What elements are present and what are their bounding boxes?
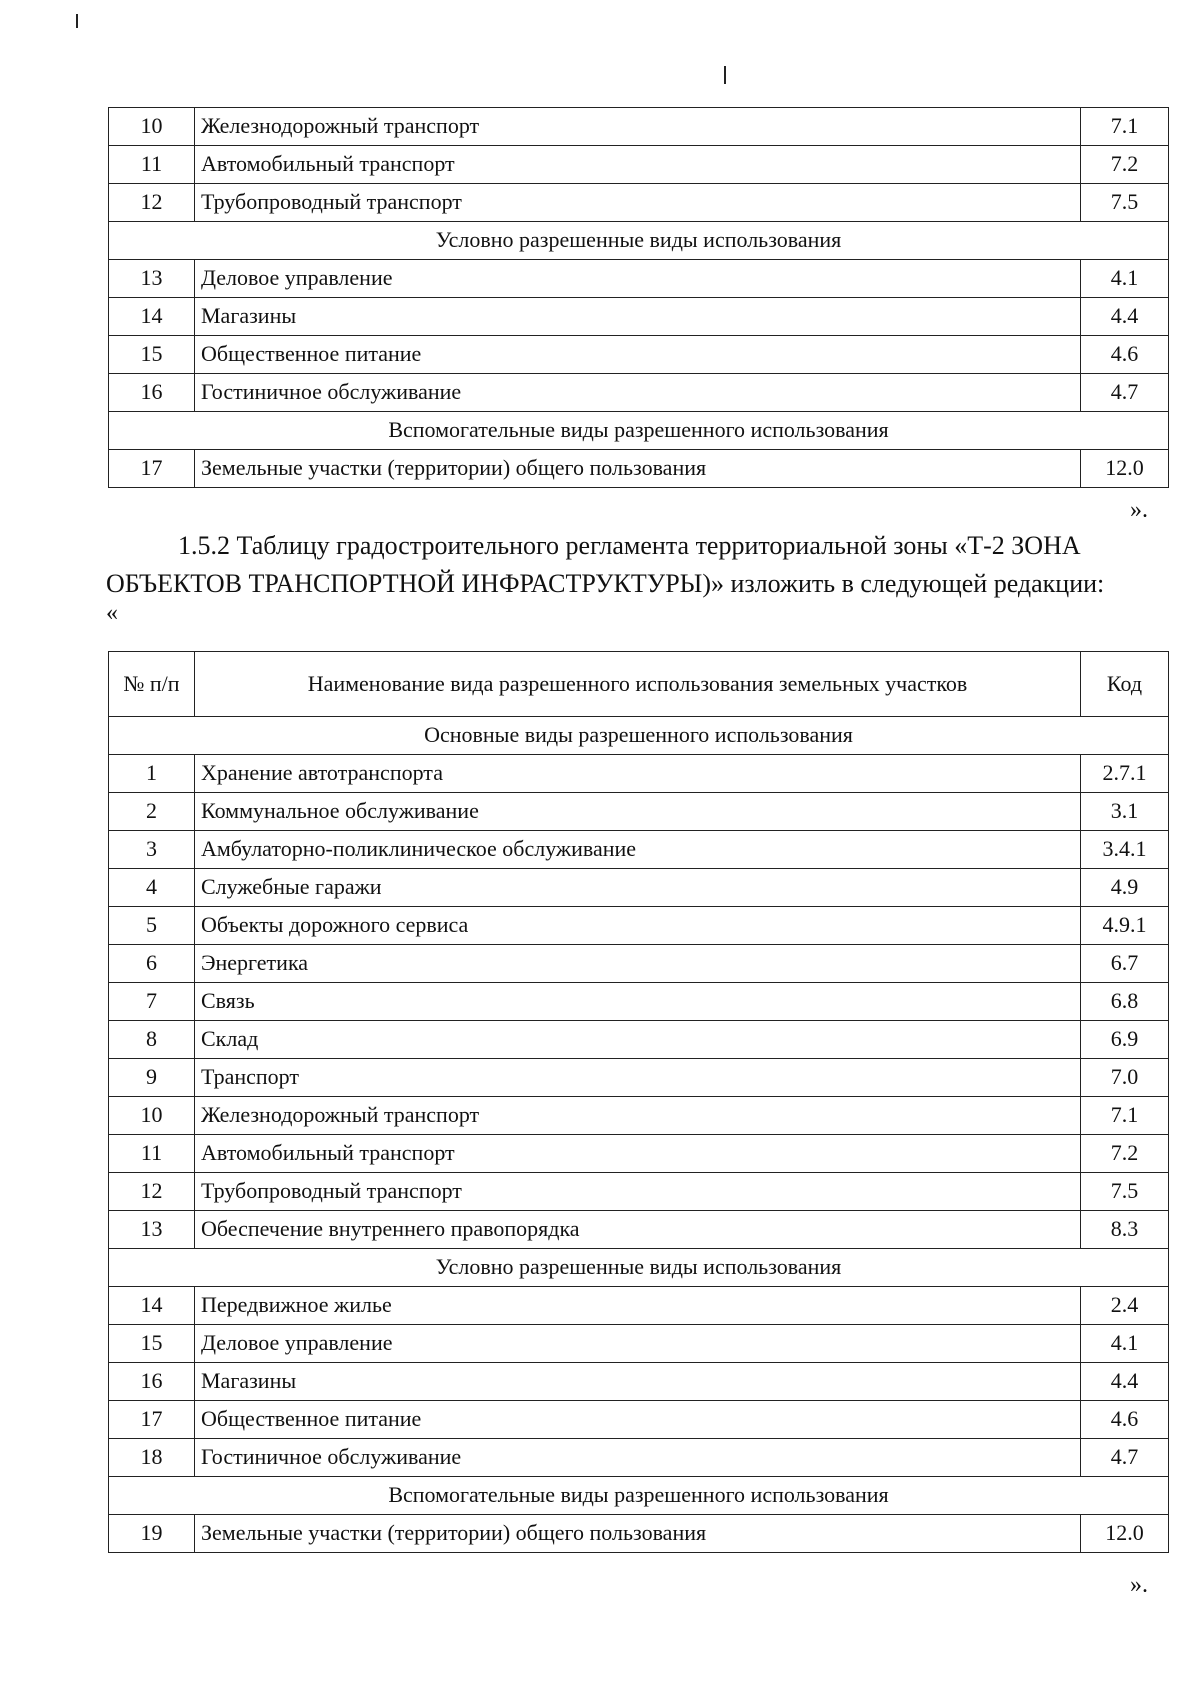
use-type-name: Общественное питание xyxy=(195,1401,1081,1439)
row-number: 19 xyxy=(109,1515,195,1553)
use-code: 4.9 xyxy=(1081,869,1169,907)
table-row xyxy=(109,298,1169,336)
use-code: 4.4 xyxy=(1081,1363,1169,1401)
use-type-name: Гостиничное обслуживание xyxy=(195,374,1081,412)
use-type-name: Амбулаторно-поликлиническое обслуживание xyxy=(195,831,1081,869)
table-row xyxy=(109,831,1169,869)
use-type-name: Энергетика xyxy=(195,945,1081,983)
table-row xyxy=(109,1135,1169,1173)
opening-quote-mark: « xyxy=(106,600,118,626)
use-code: 6.8 xyxy=(1081,983,1169,1021)
row-number: 5 xyxy=(109,907,195,945)
use-code: 2.4 xyxy=(1081,1287,1169,1325)
top-table-body xyxy=(109,108,1169,488)
row-number: 17 xyxy=(109,450,195,488)
table-row xyxy=(109,755,1169,793)
section-heading-row xyxy=(109,222,1169,260)
row-number: 11 xyxy=(109,146,195,184)
row-number: 1 xyxy=(109,755,195,793)
row-number: 15 xyxy=(109,336,195,374)
paragraph-line-1: 1.5.2 Таблицу градостроительного регламента территориальной зоны «Т-2 ЗОНА xyxy=(178,531,1081,560)
row-number: 3 xyxy=(109,831,195,869)
use-code: 6.9 xyxy=(1081,1021,1169,1059)
row-number: 12 xyxy=(109,1173,195,1211)
table-row xyxy=(109,793,1169,831)
table-row xyxy=(109,108,1169,146)
row-number: 13 xyxy=(109,260,195,298)
use-type-name: Магазины xyxy=(195,298,1081,336)
use-type-name: Объекты дорожного сервиса xyxy=(195,907,1081,945)
scan-artifact-mark xyxy=(76,14,78,28)
row-number: 14 xyxy=(109,298,195,336)
use-type-name: Общественное питание xyxy=(195,336,1081,374)
row-number: 16 xyxy=(109,1363,195,1401)
table-row xyxy=(109,945,1169,983)
section-heading: Условно разрешенные виды использования xyxy=(109,222,1169,260)
use-type-name: Связь xyxy=(195,983,1081,1021)
use-type-name: Земельные участки (территории) общего пользования xyxy=(195,450,1081,488)
use-code: 12.0 xyxy=(1081,450,1169,488)
use-code: 8.3 xyxy=(1081,1211,1169,1249)
table-row xyxy=(109,1059,1169,1097)
use-type-name: Железнодорожный транспорт xyxy=(195,1097,1081,1135)
row-number: 2 xyxy=(109,793,195,831)
section-heading: Основные виды разрешенного использования xyxy=(109,717,1169,755)
closing-quote-mark: ». xyxy=(1130,1572,1148,1598)
use-code: 3.1 xyxy=(1081,793,1169,831)
use-code: 4.6 xyxy=(1081,336,1169,374)
use-code: 4.1 xyxy=(1081,260,1169,298)
row-number: 17 xyxy=(109,1401,195,1439)
use-type-name: Деловое управление xyxy=(195,1325,1081,1363)
row-number: 11 xyxy=(109,1135,195,1173)
table-row xyxy=(109,1211,1169,1249)
table-row xyxy=(109,1325,1169,1363)
use-code: 4.1 xyxy=(1081,1325,1169,1363)
table-row xyxy=(109,869,1169,907)
use-code: 7.5 xyxy=(1081,184,1169,222)
use-type-name: Деловое управление xyxy=(195,260,1081,298)
row-number: 10 xyxy=(109,1097,195,1135)
table-row xyxy=(109,1515,1169,1553)
use-code: 4.7 xyxy=(1081,374,1169,412)
use-code: 12.0 xyxy=(1081,1515,1169,1553)
table-row xyxy=(109,1021,1169,1059)
use-type-name: Обеспечение внутреннего правопорядка xyxy=(195,1211,1081,1249)
section-heading-row xyxy=(109,717,1169,755)
use-type-name: Хранение автотранспорта xyxy=(195,755,1081,793)
use-code: 4.9.1 xyxy=(1081,907,1169,945)
table-row xyxy=(109,1439,1169,1477)
use-type-name: Служебные гаражи xyxy=(195,869,1081,907)
header-name: Наименование вида разрешенного использования земельных участков xyxy=(195,652,1081,717)
row-number: 14 xyxy=(109,1287,195,1325)
use-code: 7.1 xyxy=(1081,108,1169,146)
row-number: 9 xyxy=(109,1059,195,1097)
use-code: 4.6 xyxy=(1081,1401,1169,1439)
row-number: 18 xyxy=(109,1439,195,1477)
header-code: Код xyxy=(1081,652,1169,717)
row-number: 13 xyxy=(109,1211,195,1249)
row-number: 10 xyxy=(109,108,195,146)
row-number: 6 xyxy=(109,945,195,983)
table-row xyxy=(109,1363,1169,1401)
use-code: 2.7.1 xyxy=(1081,755,1169,793)
table-row xyxy=(109,1173,1169,1211)
row-number: 16 xyxy=(109,374,195,412)
use-type-name: Магазины xyxy=(195,1363,1081,1401)
table-header-row xyxy=(109,652,1169,717)
closing-quote-mark: ». xyxy=(1130,497,1148,523)
paragraph-line-2: ОБЪЕКТОВ ТРАНСПОРТНОЙ ИНФРАСТРУКТУРЫ)» изложить в следующей редакции: xyxy=(106,569,1105,598)
amendment-paragraph xyxy=(106,527,1168,603)
use-code: 3.4.1 xyxy=(1081,831,1169,869)
table-row xyxy=(109,260,1169,298)
table-row xyxy=(109,146,1169,184)
use-type-name: Трубопроводный транспорт xyxy=(195,184,1081,222)
use-code: 7.1 xyxy=(1081,1097,1169,1135)
section-heading: Вспомогательные виды разрешенного использования xyxy=(109,412,1169,450)
use-type-name: Автомобильный транспорт xyxy=(195,1135,1081,1173)
use-code: 4.4 xyxy=(1081,298,1169,336)
table-row xyxy=(109,983,1169,1021)
main-table-body xyxy=(109,652,1169,1553)
top-regulation-table xyxy=(108,107,1169,488)
use-type-name: Коммунальное обслуживание xyxy=(195,793,1081,831)
table-row xyxy=(109,1287,1169,1325)
use-code: 4.7 xyxy=(1081,1439,1169,1477)
table-row xyxy=(109,336,1169,374)
use-code: 7.5 xyxy=(1081,1173,1169,1211)
use-type-name: Земельные участки (территории) общего пользования xyxy=(195,1515,1081,1553)
scan-artifact-mark xyxy=(724,66,726,84)
table-row xyxy=(109,450,1169,488)
section-heading-row xyxy=(109,1477,1169,1515)
section-heading-row xyxy=(109,412,1169,450)
use-type-name: Трубопроводный транспорт xyxy=(195,1173,1081,1211)
table-row xyxy=(109,1097,1169,1135)
row-number: 15 xyxy=(109,1325,195,1363)
section-heading: Условно разрешенные виды использования xyxy=(109,1249,1169,1287)
use-type-name: Транспорт xyxy=(195,1059,1081,1097)
row-number: 4 xyxy=(109,869,195,907)
use-code: 7.0 xyxy=(1081,1059,1169,1097)
use-type-name: Склад xyxy=(195,1021,1081,1059)
table-row xyxy=(109,184,1169,222)
use-code: 7.2 xyxy=(1081,146,1169,184)
use-type-name: Железнодорожный транспорт xyxy=(195,108,1081,146)
use-type-name: Передвижное жилье xyxy=(195,1287,1081,1325)
use-type-name: Гостиничное обслуживание xyxy=(195,1439,1081,1477)
table-row xyxy=(109,374,1169,412)
section-heading: Вспомогательные виды разрешенного использования xyxy=(109,1477,1169,1515)
section-heading-row xyxy=(109,1249,1169,1287)
use-code: 7.2 xyxy=(1081,1135,1169,1173)
main-regulation-table xyxy=(108,651,1169,1553)
table-row xyxy=(109,907,1169,945)
row-number: 12 xyxy=(109,184,195,222)
use-type-name: Автомобильный транспорт xyxy=(195,146,1081,184)
row-number: 8 xyxy=(109,1021,195,1059)
row-number: 7 xyxy=(109,983,195,1021)
use-code: 6.7 xyxy=(1081,945,1169,983)
table-row xyxy=(109,1401,1169,1439)
header-number: № п/п xyxy=(109,652,195,717)
